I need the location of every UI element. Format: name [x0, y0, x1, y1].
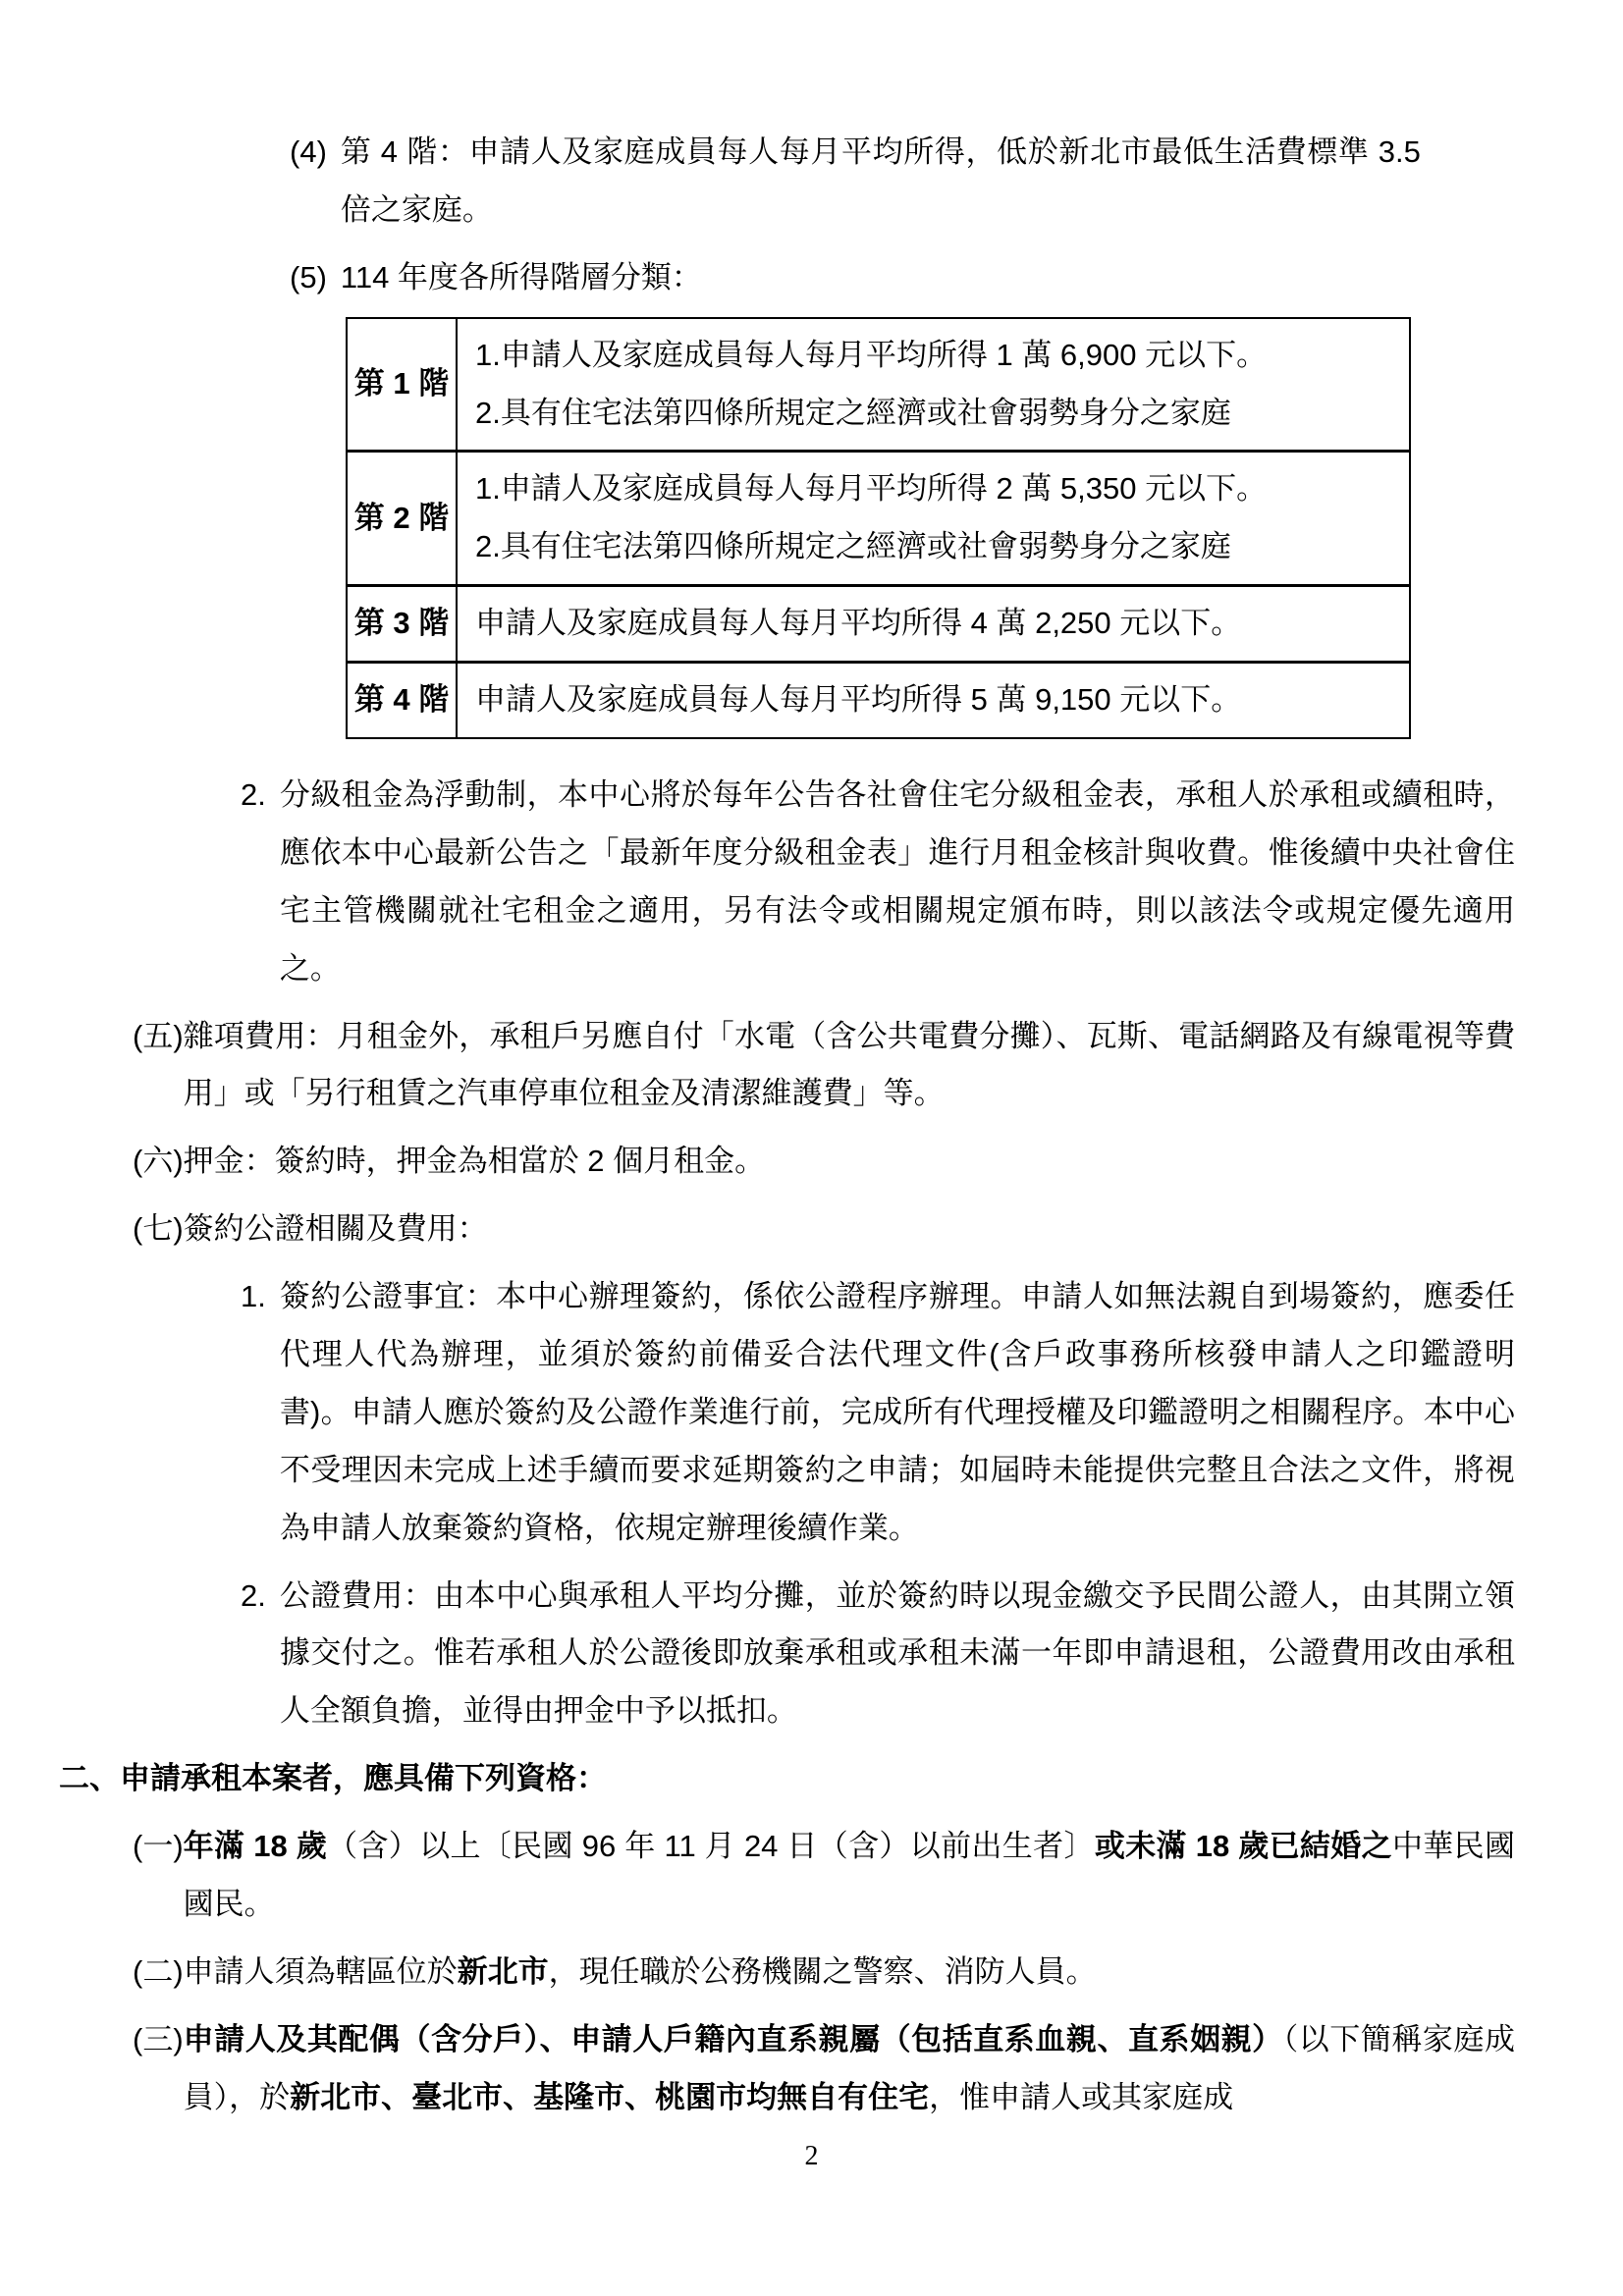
section-qualifications-text: 申請承租本案者，應具備下列資格： [120, 1761, 607, 1796]
tier-criteria-line: 2.具有住宅法第四條所規定之經濟或社會弱勢身分之家庭 [475, 529, 1231, 564]
text-run: （含）以上〔民國 96 年 11 月 24 日（含）以前出生者〕 [327, 1829, 1095, 1864]
qualification-no-housing-marker: (三) [133, 2021, 184, 2056]
tier-label: 第 1 階 [348, 319, 458, 451]
clause-notarization-procedure-marker: 1. [241, 1279, 266, 1314]
clause-rent-adjustment-text: 分級租金為浮動制，本中心將於每年公告各社會住宅分級租金表，承租人於承租或續租時，應依本中心最新公告之「最新年度分級租金表」進行月租金核計與收費。惟後續中央社會住宅主管機關就社宅租金之適用，另有法令或相關規定頒布時，則以該法令或規定優先適用之。 [279, 777, 1515, 986]
qualification-age [133, 1818, 1515, 1934]
clause-misc-fees [133, 1008, 1515, 1124]
tier-label: 第 4 階 [348, 664, 458, 737]
clause-notarization-procedure-text: 簽約公證事宜：本中心辦理簽約，係依公證程序辦理。申請人如無法親自到場簽約，應委任代理人代為辦理，並須於簽約前備妥合法代理文件(含戶政事務所核發申請人之印鑑證明書)。申請人應於簽約及公證作業進行前，完成所有代理授權及印鑑證明之相關程序。本中心不受理因未完成上述手續而要求延期簽約之申請；如屆時未能提供完整且合法之文件，將視為申請人放棄簽約資格，依規定辦理後續作業。 [279, 1279, 1515, 1545]
qualification-no-housing-text [184, 2011, 1515, 2127]
clause-misc-fees-text: 雜項費用：月租金外，承租戶另應自付「水電（含公共電費分攤）、瓦斯、電話網路及有線電視等費用」或「另行租賃之汽車停車位租金及清潔維護費」等。 [183, 1018, 1515, 1111]
table-row [348, 661, 1409, 737]
page-number: 2 [804, 2141, 819, 2171]
table-row [348, 450, 1409, 584]
qualification-occupation-marker: (二) [133, 1953, 184, 1989]
clause-notarization-fee-marker: 2. [241, 1577, 266, 1613]
tier-criteria [458, 587, 1409, 661]
text-run: ，惟申請人或其家庭成 [929, 2079, 1234, 2114]
text-run: ，現任職於公務機關之警察、消防人員。 [548, 1953, 1097, 1989]
qualification-age-marker: (一) [133, 1829, 184, 1864]
clause-notarization-marker: (七) [133, 1211, 184, 1247]
text-run-bold: 年滿 18 歲 [183, 1829, 328, 1864]
qualification-no-housing [133, 2011, 1515, 2127]
text-run-bold: 新北市 [457, 1953, 549, 1989]
section-qualifications-marker: 二、 [59, 1761, 120, 1796]
clause-deposit [133, 1133, 1515, 1191]
tier-criteria-line: 申請人及家庭成員每人每月平均所得 5 萬 9,150 元以下。 [475, 682, 1242, 718]
income-tier-table [346, 317, 1411, 739]
clause-tier-classification-text: 114 年度各所得階層分類： [340, 259, 702, 294]
tier-criteria [458, 453, 1409, 584]
clause-rent-adjustment-marker: 2. [241, 777, 266, 813]
clause-notarization [133, 1201, 1515, 1258]
text-run-bold: 新北市、臺北市、基隆市、桃園市均無自有住宅 [290, 2079, 930, 2114]
qualification-occupation [133, 1944, 1515, 2002]
text-run-bold: 或未滿 18 歲已結婚之 [1094, 1829, 1392, 1864]
clause-misc-fees-marker: (五) [133, 1018, 184, 1053]
clause-notarization-fee-text: 公證費用：由本中心與承租人平均分攤，並於簽約時以現金繳交予民間公證人，由其開立領據交付之。惟若承租人於公證後即放棄承租或承租未滿一年即申請退租，公證費用改由承租人全額負擔，並得由押金中予以抵扣。 [279, 1577, 1515, 1729]
clause-rent-adjustment [241, 767, 1515, 998]
tier-criteria [458, 664, 1409, 737]
text-run: 申請人須為轄區位於 [183, 1953, 458, 1989]
text-run: （以下簡稱家庭成員），於 [183, 2021, 1516, 2114]
text-run: 中華民國國民。 [183, 1829, 1515, 1922]
table-row [348, 584, 1409, 661]
clause-tier4-text: 第 4 階：申請人及家庭成員每人每月平均所得，低於新北市最低生活費標準 3.5 倍之家庭。 [340, 134, 1421, 227]
tier-criteria [458, 319, 1409, 451]
text-run-bold: 申請人及其配偶（含分戶）、申請人戶籍內直系親屬（包括直系血親、直系姻親） [183, 2021, 1283, 2056]
clause-tier-classification [290, 249, 1515, 307]
clause-notarization-text: 簽約公證相關及費用： [183, 1211, 488, 1247]
section-qualifications-heading [59, 1750, 1515, 1808]
tier-criteria-line: 2.具有住宅法第四條所規定之經濟或社會弱勢身分之家庭 [475, 395, 1231, 430]
tier-label: 第 2 階 [348, 453, 458, 584]
clause-deposit-marker: (六) [133, 1144, 184, 1179]
table-row [348, 319, 1409, 451]
clause-tier-classification-marker: (5) [290, 259, 327, 294]
qualification-occupation-text [184, 1944, 1515, 2002]
tier-criteria-line: 1.申請人及家庭成員每人每月平均所得 2 萬 5,350 元以下。 [475, 471, 1268, 507]
qualification-age-text [184, 1818, 1515, 1934]
clause-notarization-procedure [241, 1268, 1515, 1557]
tier-label: 第 3 階 [348, 587, 458, 661]
clause-deposit-text: 押金：簽約時，押金為相當於 2 個月租金。 [183, 1144, 766, 1179]
tier-criteria-line: 1.申請人及家庭成員每人每月平均所得 1 萬 6,900 元以下。 [475, 337, 1268, 372]
clause-tier4 [290, 124, 1515, 240]
clause-notarization-fee [241, 1568, 1515, 1741]
clause-tier4-marker: (4) [290, 134, 327, 169]
tier-criteria-line: 申請人及家庭成員每人每月平均所得 4 萬 2,250 元以下。 [475, 606, 1242, 641]
